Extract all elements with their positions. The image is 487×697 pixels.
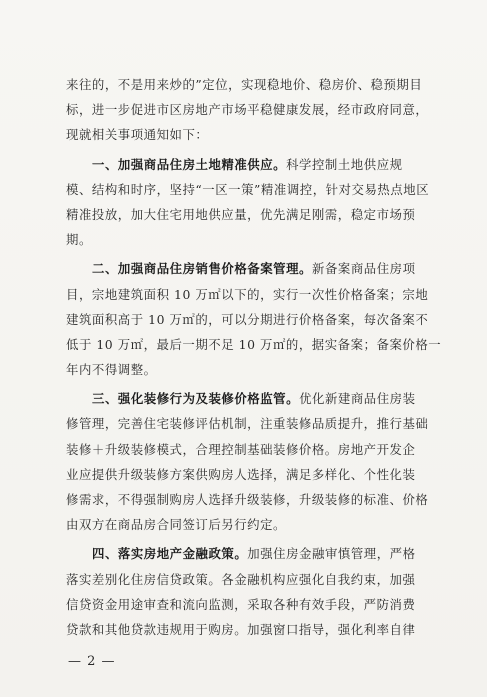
text-line: 现就相关事项通知如下： — [66, 127, 209, 143]
section-3-text: 优化新建商品住房装 — [299, 391, 416, 407]
text-line: 年内不得调整。 — [66, 362, 157, 378]
section-2-text: 新备案商品住房项 — [312, 261, 416, 277]
text-line: 装修＋升级装修模式，合理控制基础装修价格。房地产开发企 — [66, 441, 416, 457]
text-line: 低于 10 万㎡，最后一期不足 10 万㎡的，据实备案；备案价格一 — [66, 336, 442, 352]
text-line: 标，进一步促进市区房地产市场平稳健康发展，经市政府同意， — [66, 102, 429, 118]
page-number: — 2 — — [68, 654, 116, 669]
text-line: 精准投放，加大住宅用地供应量，优先满足刚需，稳定市场预 — [66, 206, 416, 222]
section-3-heading: 三、强化装修行为及装修价格监管。 — [92, 391, 300, 407]
text-line: 修管理，完善住宅装修评估机制，注重装修品质提升，推行基础 — [66, 416, 429, 432]
text-line: 来往的，不是用来炒的”定位，实现稳地价、稳房价、稳预期目 — [66, 77, 423, 92]
section-2-heading: 二、加强商品住房销售价格备案管理。 — [92, 261, 312, 277]
text-line: 模、结构和时序，坚持“一区一策”精准调控，针对交易热点地区 — [66, 181, 430, 197]
text-line: 建筑面积高于 10 万㎡的，可以分期进行价格备案，每次备案不 — [66, 311, 429, 327]
text-line: 由双方在商品房合同签订后另行约定。 — [66, 517, 286, 533]
section-1-first-line — [66, 152, 434, 177]
section-3-first-line — [66, 386, 434, 411]
text-line: 修需求，不得强制购房人选择升级装修，升级装修的标准、价格 — [66, 492, 429, 507]
text-line: 期。 — [66, 232, 92, 248]
text-line: 目，宗地建筑面积 10 万㎡以下的，实行一次性价格备案；宗地 — [66, 286, 429, 302]
section-2-first-line — [66, 256, 434, 281]
section-4-text: 加强住房金融审慎管理，严格 — [247, 546, 416, 562]
section-4-heading: 四、落实房地产金融政策。 — [92, 546, 248, 562]
section-1-heading: 一、加强商品住房土地精准供应。 — [92, 156, 287, 172]
text-line: 信贷资金用途审查和流向监测，采取各种有效手段，严防消费 — [66, 596, 416, 612]
text-line: 业应提供升级装修方案供购房人选择，满足多样化、个性化装 — [66, 466, 416, 482]
section-4-first-line — [66, 541, 434, 566]
section-1-text: 科学控制土地供应规 — [286, 156, 403, 172]
text-line: 落实差别化住房信贷政策。各金融机构应强化自我约束，加强 — [66, 571, 416, 587]
text-line: 贷款和其他贷款违规用于购房。加强窗口指导，强化利率自律 — [66, 621, 416, 637]
document-body — [66, 72, 442, 642]
